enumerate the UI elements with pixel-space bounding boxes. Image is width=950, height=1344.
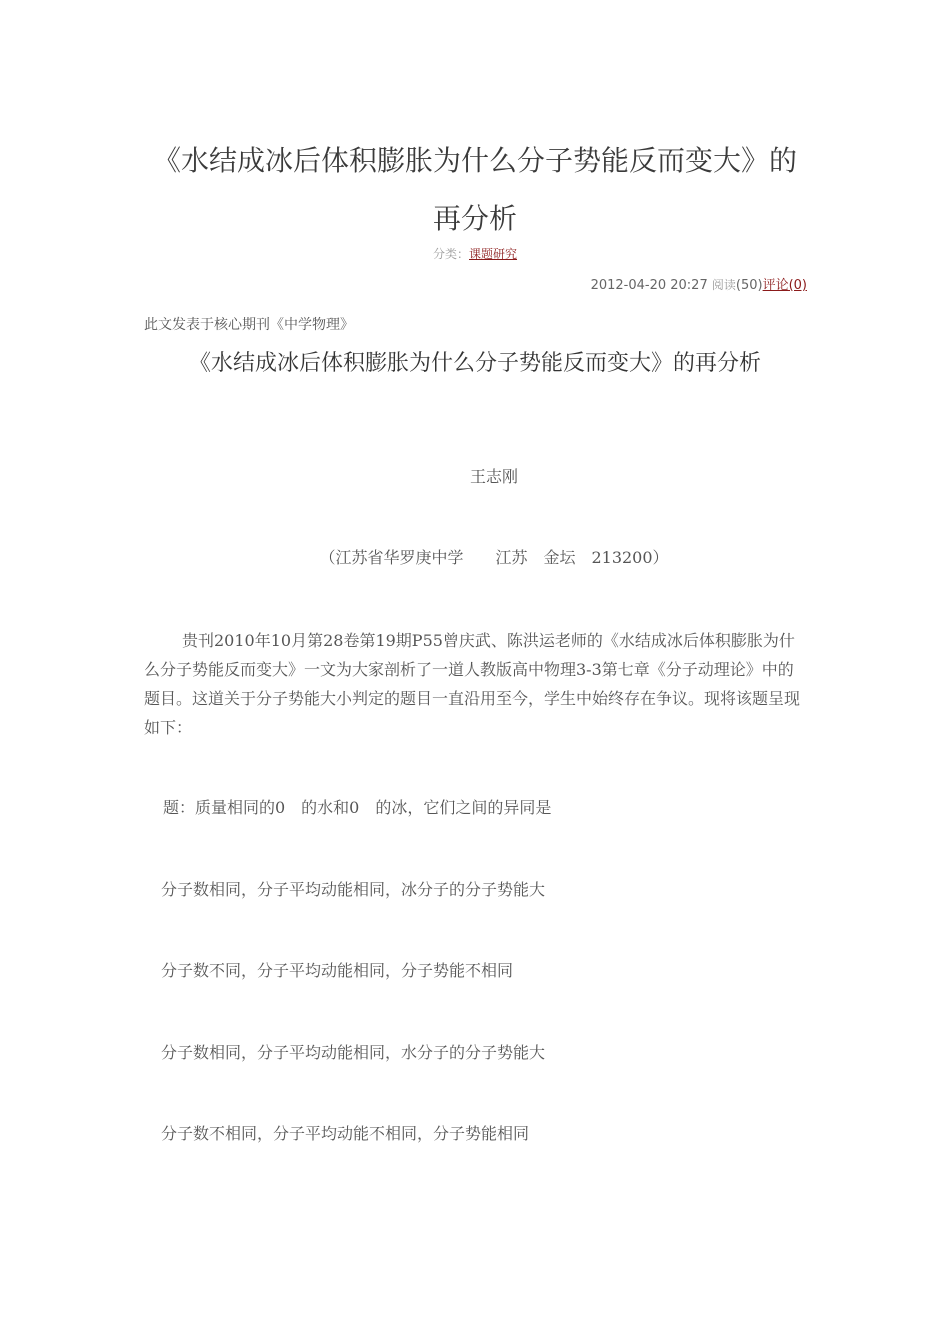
post-datetime: 2012-04-20 20:27	[590, 278, 708, 293]
comment-link[interactable]: 评论(0)	[762, 278, 807, 293]
author-name: 王志刚	[469, 467, 518, 486]
question-text: 题：质量相同的0 的水和0 的冰，它们之间的异同是	[163, 798, 552, 817]
category-label: 分类：	[432, 247, 469, 261]
option-4: 分子数不相同，分子平均动能不相同，分子势能相同	[161, 1124, 530, 1143]
published-note: 此文发表于核心期刊《中学物理》	[144, 317, 354, 333]
option-3: 分子数相同，分子平均动能相同，水分子的分子势能大	[161, 1043, 546, 1062]
category-line	[0, 245, 950, 262]
blog-post-title: 《水结成冰后体积膨胀为什么分子势能反而变大》的再分析	[152, 144, 797, 235]
post-meta	[591, 274, 807, 293]
category-link[interactable]: 课题研究	[469, 247, 518, 261]
option-2: 分子数不同，分子平均动能相同，分子势能不相同	[161, 961, 514, 980]
read-label: 阅读	[711, 278, 736, 292]
option-1: 分子数相同，分子平均动能相同，冰分子的分子势能大	[161, 880, 546, 899]
intro-paragraph: 贵刊2010年10月第28卷第19期P55曾庆武、陈洪运老师的《水结成冰后体积膨胀为什么分子势能反而变大》一文为大家剖析了一道人教版高中物理3-3第七章《分子动理论》中的题目。这道关于分子势能大小判定的题目一直沿用至今，学生中始终存在争议。现将该题呈现如下：	[144, 631, 801, 737]
read-count: (50)	[735, 278, 763, 293]
author-affiliation: （江苏省华罗庚中学 江苏 金坛 213200）	[319, 548, 669, 567]
article-title: 《水结成冰后体积膨胀为什么分子势能反而变大》的再分析	[188, 351, 761, 376]
